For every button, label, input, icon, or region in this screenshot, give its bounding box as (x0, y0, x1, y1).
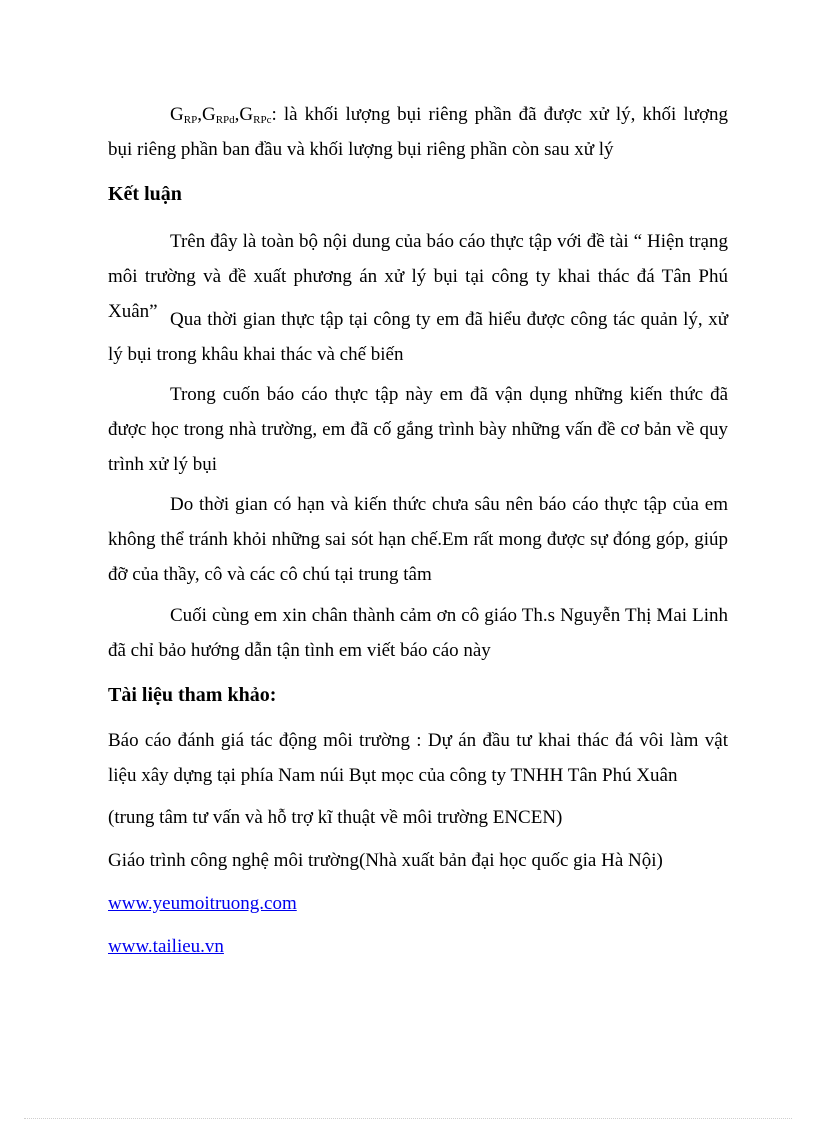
reference-link-tailieu[interactable]: www.tailieu.vn (108, 936, 224, 957)
conclusion-paragraph-1: Trên đây là toàn bộ nội dung của báo cáo thực tập với đề tài “ Hiện trạng môi trường và đề xuất phương án xử lý bụi tại công ty khai thác đá Tân Phú Xuân” (108, 231, 728, 322)
reference-item-1: Báo cáo đánh giá tác động môi trường : Dự án đầu tư khai thác đá vôi làm vật liệu xây dựng tại phía Nam núi Bụt mọc của công ty TNHH Tân Phú Xuân (108, 730, 728, 786)
reference-link-1-line (108, 886, 728, 921)
reference-link-2-line (108, 929, 728, 964)
var-grp: $G_{RP}$ (170, 104, 198, 126)
references-heading: Tài liệu tham khảo: (108, 684, 277, 706)
conclusion-paragraph-4: Do thời gian có hạn và kiến thức chưa sâu nên báo cáo thực tập của em không thể tránh khỏi những sai sót hạn chế.Em rất mong được sự đóng góp, giúp đỡ của thầy, cô và các cô chú tại trung tâm (108, 494, 728, 585)
conclusion-paragraph-5: Cuối cùng em xin chân thành cảm ơn cô giáo Th.s Nguyễn Thị Mai Linh đã chỉ bảo hướng dẫn tận tình em viết báo cáo này (108, 605, 728, 661)
conclusion-paragraph-3: Trong cuốn báo cáo thực tập này em đã vận dụng những kiến thức đã được học trong nhà trường, em đã cố gắng trình bày những vấn đề cơ bản về quy trình xử lý bụi (108, 384, 728, 475)
var-grpd: $G_{RPd}$ (201, 104, 235, 126)
page-bottom-divider (24, 1118, 792, 1119)
intro-text: : là khối lượng bụi riêng phần đã được xử lý, khối lượng bụi riêng phần ban đầu và khối lượng bụi riêng phần còn sau xử lý (108, 104, 728, 160)
conclusion-heading: Kết luận (108, 183, 182, 205)
intro-paragraph: $G_{RP},G_{RPd},G_{RPc}$: là khối lượng bụi riêng phần đã được xử lý, khối lượng bụi riêng phần ban đầu và khối lượng bụi riêng phần còn sau xử lý (108, 104, 728, 160)
reference-item-2: (trung tâm tư vấn và hỗ trợ kĩ thuật về môi trường ENCEN) (108, 807, 563, 828)
reference-item-3: Giáo trình công nghệ môi trường(Nhà xuất bản đại học quốc gia Hà Nội) (108, 850, 663, 871)
conclusion-paragraph-2: Qua thời gian thực tập tại công ty em đã hiểu được công tác quản lý, xử lý bụi trong khâu khai thác và chế biến (108, 309, 728, 365)
reference-link-yeumoitruong[interactable]: www.yeumoitruong.com (108, 893, 297, 914)
var-grpc: $G_{RPc}$ (239, 104, 272, 126)
